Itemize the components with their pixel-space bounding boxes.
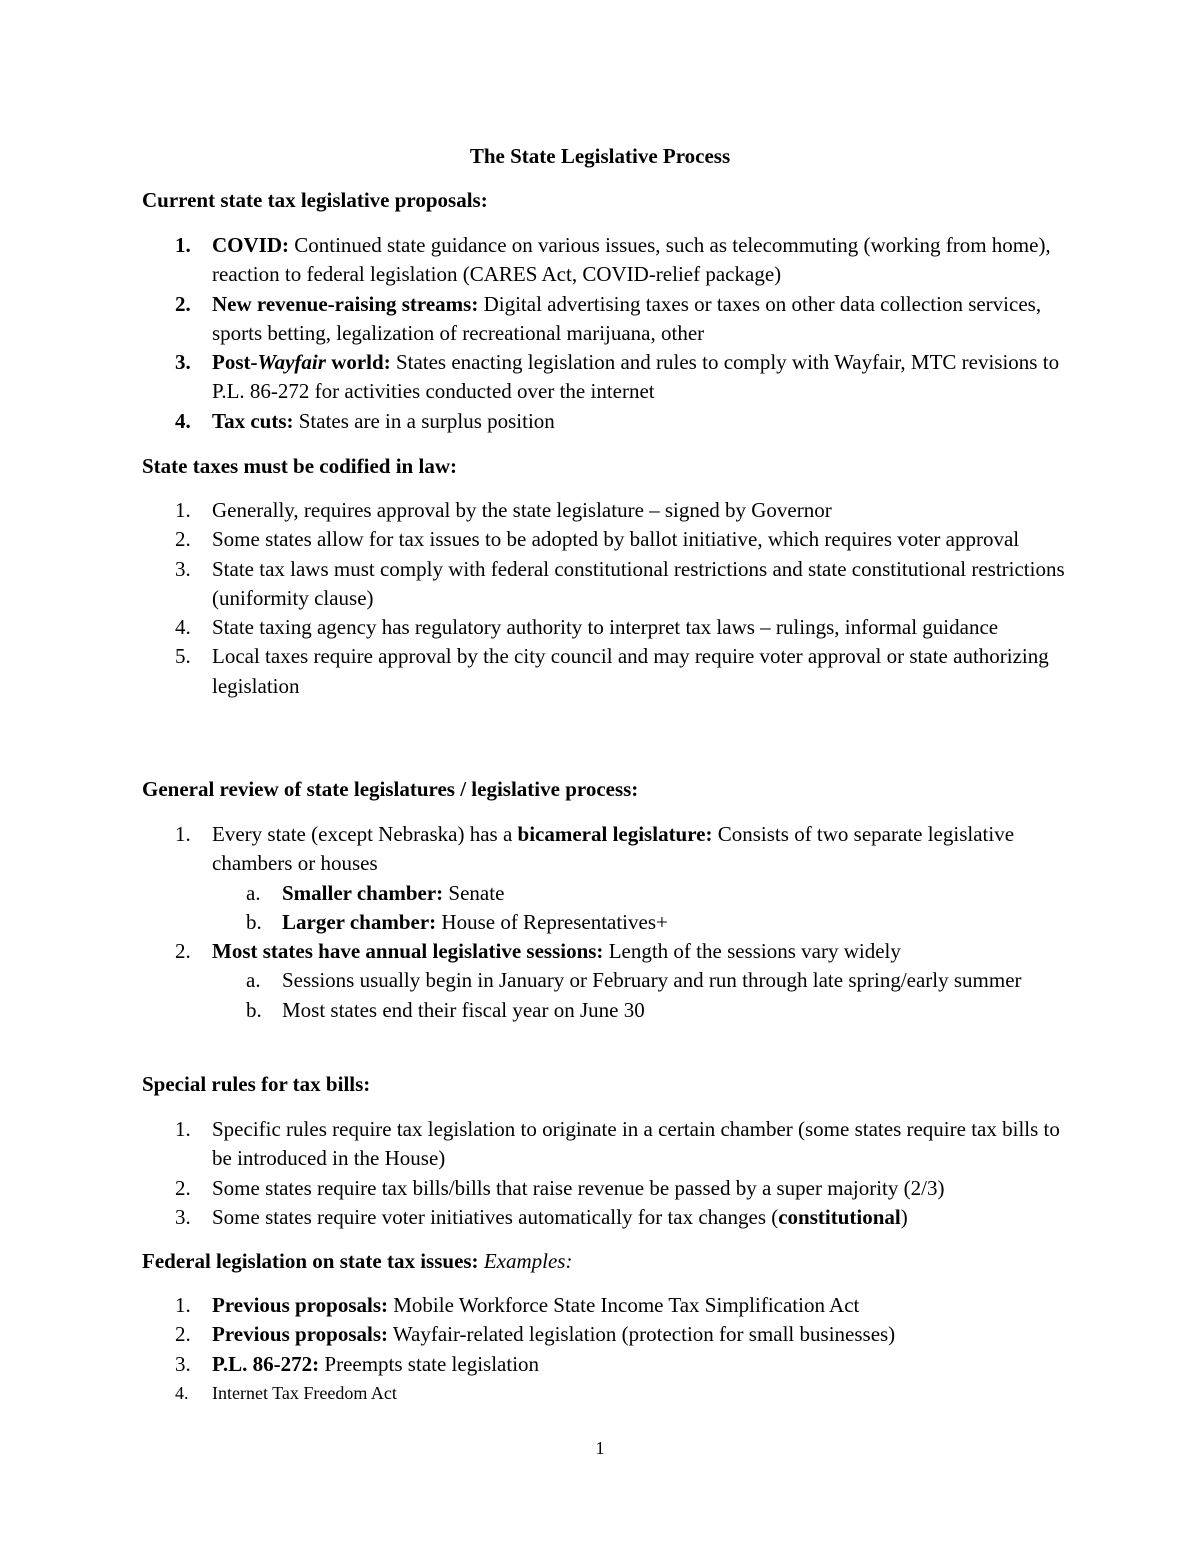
item-text: State taxing agency has regulatory authority to interpret tax laws – rulings, informal guidance xyxy=(212,615,999,640)
list-item xyxy=(142,642,1072,701)
sub-item-text: House of Representatives+ xyxy=(436,909,668,934)
list-codified xyxy=(142,496,1072,701)
list-item xyxy=(142,1115,1072,1174)
item-text: Some states require tax bills/bills that raise revenue be passed by a super majority (2/3) xyxy=(212,1175,945,1200)
list-item xyxy=(142,1174,1072,1203)
item-number: 2. xyxy=(175,527,191,552)
item-text: Local taxes require approval by the city council and may require voter approval or state authorizing legislation xyxy=(212,644,1049,698)
list-item xyxy=(142,290,1072,349)
section-heading-codified: State taxes must be codified in law: xyxy=(142,454,457,478)
item-label: Previous proposals: xyxy=(212,1322,388,1347)
sub-item-text: Sessions usually begin in January or February and run through late spring/early summer xyxy=(282,968,1022,993)
item-label-part: world: xyxy=(325,350,391,375)
list-item xyxy=(142,613,1072,642)
page-number: 1 xyxy=(595,1438,605,1458)
item-label: COVID: xyxy=(212,233,289,257)
item-text: Mobile Workforce State Income Tax Simplification Act xyxy=(388,1293,860,1317)
list-item xyxy=(142,1203,1072,1232)
item-text: Wayfair-related legislation (protection for small businesses) xyxy=(388,1322,896,1347)
item-text: Specific rules require tax legislation to originate in a certain chamber (some states require tax bills to be introduced in the House) xyxy=(212,1117,1060,1171)
item-number: 1. xyxy=(175,822,191,846)
list-item xyxy=(142,820,1072,879)
item-number: 3. xyxy=(175,350,191,375)
item-label: P.L. 86-272: xyxy=(212,1351,320,1376)
item-text: Continued state guidance on various issues, such as telecommuting (working from home), reaction to federal legislation (CARES Act, COVID-relief package) xyxy=(212,233,1051,287)
item-label: bicameral legislature: xyxy=(517,822,713,846)
section-heading-text: Federal legislation on state tax issues: xyxy=(142,1249,479,1273)
list-item xyxy=(142,1350,1072,1379)
sub-list-item xyxy=(142,908,1072,937)
item-number: 2. xyxy=(175,939,191,964)
item-number: 4. xyxy=(175,408,191,433)
section-heading-special-rules: Special rules for tax bills: xyxy=(142,1072,371,1096)
section-heading-proposals: Current state tax legislative proposals: xyxy=(142,188,488,212)
sub-item-letter: b. xyxy=(246,909,262,934)
item-number: 3. xyxy=(175,1204,191,1229)
list-item xyxy=(142,937,1072,966)
sub-item-letter: b. xyxy=(246,997,262,1022)
item-number: 1. xyxy=(175,1117,191,1141)
item-label xyxy=(212,350,391,374)
list-item xyxy=(142,1379,1072,1408)
list-item xyxy=(142,1291,1072,1320)
item-label-part: Post- xyxy=(212,350,258,375)
list-item xyxy=(142,525,1072,554)
item-number: 4. xyxy=(175,615,191,640)
item-number: 2. xyxy=(175,1175,191,1200)
sub-item-label: Larger chamber: xyxy=(282,909,437,934)
section-heading-general-review: General review of state legislatures / legislative process: xyxy=(142,777,639,801)
item-label: Previous proposals: xyxy=(212,1293,388,1317)
list-item xyxy=(142,496,1072,525)
item-number: 1. xyxy=(175,233,191,257)
item-text: States are in a surplus position xyxy=(293,408,555,433)
item-number: 4. xyxy=(175,1382,189,1403)
item-label: Tax cuts: xyxy=(212,408,294,433)
item-text: Internet Tax Freedom Act xyxy=(212,1382,397,1403)
sub-list-item xyxy=(142,996,1072,1025)
sub-item-text: Most states end their fiscal year on June 30 xyxy=(282,997,645,1022)
item-label: Most states have annual legislative sessions: xyxy=(212,939,604,964)
sub-item-text: Senate xyxy=(443,880,505,905)
list-item xyxy=(142,348,1072,407)
item-text-post: ) xyxy=(900,1204,908,1229)
sub-item-letter: a. xyxy=(246,880,261,905)
page-title: The State Legislative Process xyxy=(469,144,731,168)
item-text: Preempts state legislation xyxy=(319,1351,540,1376)
item-text: States enacting legislation and rules to comply with Wayfair, MTC revisions to P.L. 86-272 for activities conducted over the internet xyxy=(212,350,1060,404)
item-text-pre: Some states require voter initiatives automatically for tax changes ( xyxy=(212,1204,779,1229)
item-number: 3. xyxy=(175,1351,191,1376)
item-label-italic: Wayfair xyxy=(257,350,326,375)
item-text: Generally, requires approval by the state legislature – signed by Governor xyxy=(212,498,832,522)
section-heading-italic: Examples: xyxy=(478,1249,573,1273)
sub-item-letter: a. xyxy=(246,968,261,993)
item-number: 1. xyxy=(175,498,191,522)
item-number: 2. xyxy=(175,1322,191,1347)
item-text: Consists of two separate legislative chambers or houses xyxy=(212,822,1015,876)
list-item xyxy=(142,407,1072,436)
list-item xyxy=(142,1320,1072,1349)
item-number: 2. xyxy=(175,291,191,316)
sub-list-item xyxy=(142,966,1072,995)
list-general-review xyxy=(142,820,1072,1025)
list-special-rules xyxy=(142,1115,1072,1232)
list-item xyxy=(142,231,1072,290)
item-text: State tax laws must comply with federal constitutional restrictions and state constitutional restrictions (uniformity clause) xyxy=(212,556,1065,610)
list-federal xyxy=(142,1291,1072,1408)
list-item xyxy=(142,555,1072,614)
list-proposals xyxy=(142,231,1072,436)
item-number: 5. xyxy=(175,644,191,669)
item-text: Digital advertising taxes or taxes on other data collection services, sports betting, legalization of recreational marijuana, other xyxy=(212,291,1042,345)
sub-list-item xyxy=(142,879,1072,908)
item-number: 3. xyxy=(175,556,191,581)
item-text: Length of the sessions vary widely xyxy=(603,939,901,964)
section-heading-federal xyxy=(142,1247,572,1276)
item-text-pre: Every state (except Nebraska) has a xyxy=(212,822,518,846)
item-label: constitutional xyxy=(778,1204,901,1229)
sub-item-label: Smaller chamber: xyxy=(282,880,444,905)
item-number: 1. xyxy=(175,1293,191,1317)
item-label: New revenue-raising streams: xyxy=(212,291,479,316)
item-text: Some states allow for tax issues to be adopted by ballot initiative, which requires voter approval xyxy=(212,527,1020,552)
